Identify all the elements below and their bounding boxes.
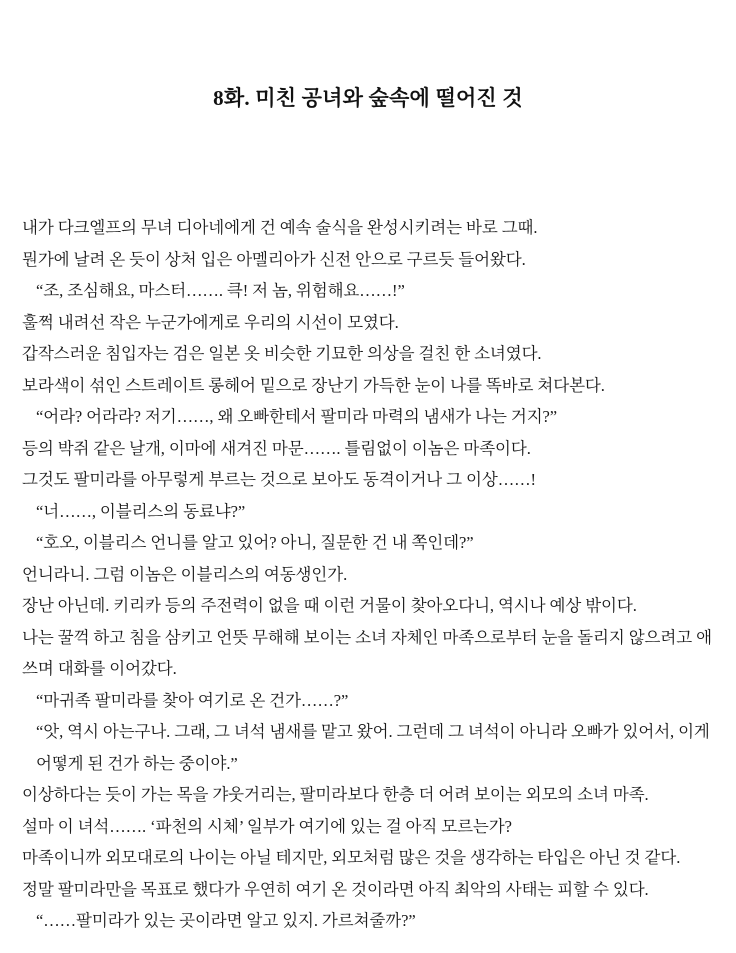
- page-title: 8화. 미친 공녀와 숲속에 떨어진 것: [213, 86, 523, 110]
- paragraph: 등의 박쥐 같은 날개, 이마에 새겨진 마문……. 틀림없이 이놈은 마족이다.: [22, 438, 531, 458]
- paragraph: 뭔가에 날려 온 듯이 상처 입은 아멜리아가 신전 안으로 구르듯 들어왔다.: [22, 249, 526, 269]
- paragraph: “너……, 이블리스의 동료냐?”: [36, 501, 246, 521]
- paragraph: 설마 이 녀석……. ‘파천의 시체’ 일부가 여기에 있는 걸 아직 모르는가?: [22, 816, 512, 836]
- paragraph: “앗, 역시 아는구나. 그래, 그 녀석 냄새를 맡고 왔어. 그런데 그 녀석이 아니라 오빠가 있어서, 이게 어떻게 된 건가 하는 중이야.”: [36, 722, 714, 773]
- paragraph: 나는 꿀꺽 하고 침을 삼키고 언뜻 무해해 보이는 소녀 자체인 마족으로부터 눈을 돌리지 않으려고 애쓰며 대화를 이어갔다.: [22, 627, 712, 678]
- paragraph: “마귀족 팔미라를 찾아 여기로 온 건가……?”: [36, 690, 349, 710]
- paragraph: 이상하다는 듯이 가는 목을 갸웃거리는, 팔미라보다 한층 더 어려 보이는 외모의 소녀 마족.: [22, 785, 649, 804]
- paragraph: 언니라니. 그럼 이놈은 이블리스의 여동생인가.: [22, 564, 348, 584]
- paragraph: “조, 조심해요, 마스터……. 큭! 저 놈, 위험해요……!”: [36, 281, 405, 300]
- paragraph: 장난 아닌데. 키리카 등의 주전력이 없을 때 이런 거물이 찾아오다니, 역시나 예상 밖이다.: [22, 596, 637, 615]
- paragraph: “어라? 어라라? 저기……, 왜 오빠한테서 팔미라 마력의 냄새가 나는 거지?”: [36, 407, 557, 426]
- paragraph: 갑작스러운 침입자는 검은 일본 옷 비슷한 기묘한 의상을 걸친 한 소녀였다.: [22, 344, 542, 363]
- paragraph: 내가 다크엘프의 무녀 디아네에게 건 예속 술식을 완성시키려는 바로 그때.: [22, 218, 538, 237]
- paragraph: 훌쩍 내려선 작은 누군가에게로 우리의 시선이 모였다.: [22, 312, 399, 332]
- paragraph: 그것도 팔미라를 아무렇게 부르는 것으로 보아도 동격이거나 그 이상……!: [22, 470, 536, 489]
- paragraph: “호오, 이블리스 언니를 알고 있어? 아니, 질문한 건 내 쪽인데?”: [36, 533, 474, 552]
- paragraph: 정말 팔미라만을 목표로 했다가 우연히 여기 온 것이라면 아직 최악의 사태는 피할 수 있다.: [22, 879, 649, 899]
- paragraph: “……팔미라가 있는 곳이라면 알고 있지. 가르쳐줄까?”: [36, 911, 416, 930]
- paragraph: 마족이니까 외모대로의 나이는 아닐 테지만, 외모처럼 많은 것을 생각하는 타입은 아닌 것 같다.: [22, 848, 681, 867]
- paragraph: 보라색이 섞인 스트레이트 롱헤어 밑으로 장난기 가득한 눈이 나를 똑바로 쳐다본다.: [22, 375, 605, 395]
- document-body: [0, 212, 736, 937]
